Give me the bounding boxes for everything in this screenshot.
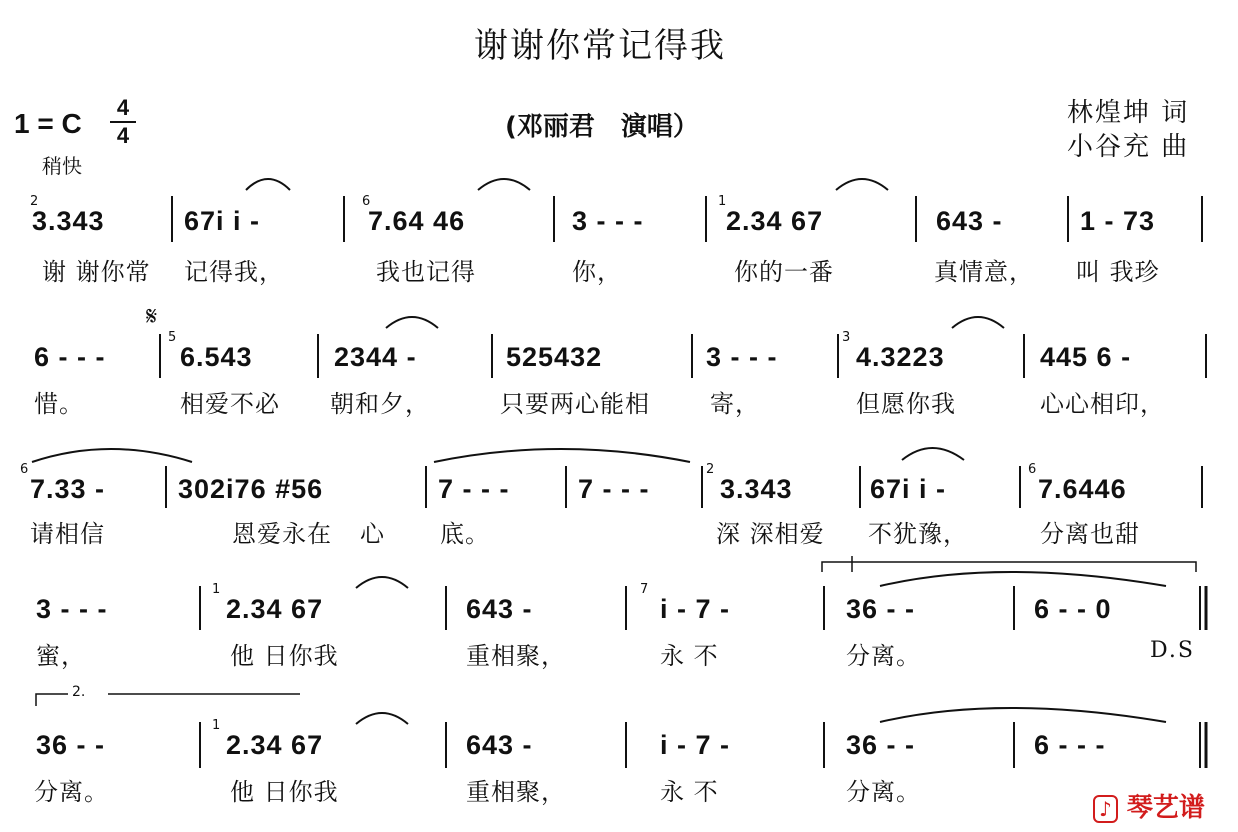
logo-mark-icon: ♪: [1093, 795, 1118, 823]
notes-s4-m3: 643 -: [466, 594, 533, 624]
lyrics-s2-4: 只要两心能相: [500, 390, 650, 418]
lyrics-s2-5: 寄，: [710, 390, 760, 418]
watermark-logo: [1093, 787, 1205, 824]
notes-s2-m7: 445 6 -: [1040, 342, 1132, 372]
notes-s2-m3: 2344 -: [334, 342, 417, 372]
notes-s3-m4: 7 - - -: [578, 474, 650, 504]
dal-segno-mark: D.S: [1150, 638, 1195, 663]
key-signature: 1 = C: [14, 108, 82, 139]
notes-s4-m1: 3 - - -: [36, 594, 108, 624]
lyrics-s4-5: 分离。: [846, 642, 921, 670]
notes-s3-m1: 7.33 -: [30, 474, 106, 504]
notes-s1-m2: 67i i -: [184, 206, 261, 236]
lyrics-s3-2: 恩爱永在: [232, 520, 332, 548]
notes-s1-m6: 643 -: [936, 206, 1003, 236]
lyrics-s1-3: 我也记得: [376, 258, 476, 286]
notes-s4-m6: 6 - - 0: [1034, 594, 1112, 624]
lyrics-s4-2: 他 日你我: [230, 642, 339, 670]
notes-s2-m6: 4.3223: [856, 342, 945, 372]
grace-s4-m4: 7: [640, 582, 649, 597]
lyrics-s5-4: 永 不: [660, 778, 719, 806]
lyrics-s3-5: 深 深相爱: [716, 520, 825, 548]
lyrics-s4-3: 重相聚，: [466, 642, 566, 670]
lyrics-s5-1: 分离。: [34, 778, 109, 806]
notes-s1-m7: 1 - 73: [1080, 206, 1156, 236]
notes-s3-m7: 7.6446: [1038, 474, 1127, 504]
notes-s3-m3: 7 - - -: [438, 474, 510, 504]
lyrics-s1-4: 你，: [572, 258, 622, 286]
lyrics-s3-4: 底。: [440, 520, 490, 548]
notes-s2-m1: 6 - - -: [34, 342, 106, 372]
notes-s2-m2: 6.543: [180, 342, 253, 372]
grace-s5-m2: 1: [212, 718, 221, 733]
notes-s1-m4: 3 - - -: [572, 206, 644, 236]
notes-s1-m1: 3.343: [32, 206, 105, 236]
notes-s4-m5: 36 - -: [846, 594, 916, 624]
lyrics-s2-6: 但愿你我: [856, 390, 956, 418]
lyrics-s4-4: 永 不: [660, 642, 719, 670]
notes-s1-m3: 7.64 46: [368, 206, 466, 236]
singer-credit: (邓丽君 演唱）: [505, 112, 699, 142]
lyrics-s2-3: 朝和夕，: [330, 390, 430, 418]
time-sig-top: 4: [116, 95, 130, 120]
grace-s2-m6: 3: [842, 330, 851, 345]
second-ending-label: 2.: [72, 684, 86, 700]
grace-s1-m5: 1: [718, 194, 727, 209]
lyrics-s5-2: 他 日你我: [230, 778, 339, 806]
grace-s2-m2: 5: [168, 330, 177, 345]
lyrics-s3-1: 请相信: [30, 520, 105, 548]
lyrics-s3-3: 心: [360, 520, 385, 548]
grace-s3-m7: 6: [1028, 462, 1037, 477]
lyrics-s2-2: 相爱不必: [180, 390, 280, 418]
notes-s4-m4: i - 7 -: [660, 594, 731, 624]
notes-s5-m5: 36 - -: [846, 730, 916, 760]
lyrics-s3-7: 分离也甜: [1040, 520, 1140, 548]
lyrics-s2-1: 惜。: [34, 390, 84, 418]
tempo-marking: 稍快: [42, 154, 82, 178]
lyrics-s2-7: 心心相印，: [1040, 390, 1165, 418]
composer-credit: 小谷充 曲: [1067, 132, 1190, 162]
notes-s5-m6: 6 - - -: [1034, 730, 1106, 760]
grace-s3-m1: 6: [20, 462, 29, 477]
notes-s4-m2: 2.34 67: [226, 594, 324, 624]
notes-s5-m3: 643 -: [466, 730, 533, 760]
notes-s3-m6: 67i i -: [870, 474, 947, 504]
segno-sign: 𝄋: [146, 302, 158, 332]
notes-s3-m2: 302i76 #56: [178, 474, 324, 504]
notes-s1-m5: 2.34 67: [726, 206, 824, 236]
lyrics-s3-6: 不犹豫，: [868, 520, 968, 548]
lyrics-s5-5: 分离。: [846, 778, 921, 806]
lyrics-s5-3: 重相聚，: [466, 778, 566, 806]
grace-s1-m1: 2: [30, 194, 39, 209]
notes-s5-m2: 2.34 67: [226, 730, 324, 760]
song-title: 谢谢你常记得我: [474, 26, 726, 66]
grace-s4-m2: 1: [212, 582, 221, 597]
notes-s2-m4: 525432: [506, 342, 603, 372]
grace-s1-m3: 6: [362, 194, 371, 209]
notes-s2-m5: 3 - - -: [706, 342, 778, 372]
lyrics-s1-1: 谢 谢你常: [42, 258, 151, 286]
notes-s5-m4: i - 7 -: [660, 730, 731, 760]
lyrics-s1-7: 叫 我珍: [1076, 258, 1160, 286]
watermark-text: 琴艺谱: [1126, 793, 1205, 823]
lyrics-s4-1: 蜜，: [36, 642, 86, 670]
lyricist-credit: 林煌坤 词: [1067, 98, 1190, 128]
time-sig-bottom: 4: [116, 123, 130, 148]
lyrics-s1-5: 你的一番: [734, 258, 834, 286]
lyrics-s1-6: 真情意，: [934, 258, 1034, 286]
notes-s5-m1: 36 - -: [36, 730, 106, 760]
lyrics-s1-2: 记得我，: [184, 258, 284, 286]
grace-s3-m5: 2: [706, 462, 715, 477]
notes-s3-m5: 3.343: [720, 474, 793, 504]
